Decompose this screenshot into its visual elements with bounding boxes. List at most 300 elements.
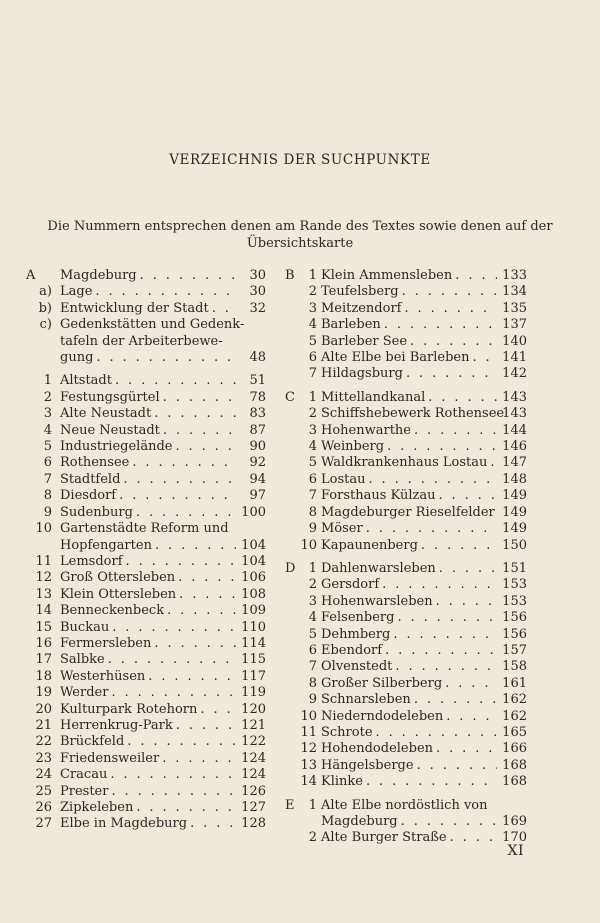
entry-title: Schnarsleben [321,692,411,708]
entry-number: 2 [308,406,317,422]
entry-line [60,317,245,333]
entry-line [321,390,497,406]
dot-leader [390,627,497,643]
entry-line [60,816,236,832]
index-entry [285,709,527,725]
page-reference: 156 [502,626,527,642]
entry-body [285,676,527,692]
dot-leader [109,620,236,636]
entry-body [285,692,527,708]
entry-number: 16 [35,635,52,651]
entry-line [321,643,497,659]
entry-body [285,561,527,577]
entry-number: 24 [35,767,52,783]
entry-line [60,636,236,652]
page-reference: 148 [502,471,527,487]
dot-leader [403,366,497,382]
entry-number: 1 [43,373,52,389]
dot-leader [133,800,236,816]
entry-number: 6 [43,455,52,471]
entry-title: Felsenberg [321,610,395,626]
index-column-left [26,268,266,833]
page-reference: 115 [241,652,266,668]
index-column-right [285,268,527,847]
page-reference: 147 [502,455,527,471]
page-reference: 149 [502,521,527,537]
entry-body [285,488,527,504]
section-letter: B [285,268,295,283]
page-reference: 108 [241,586,266,602]
page-reference: 124 [241,767,266,783]
entry-line [60,538,236,554]
dot-leader [160,390,236,406]
page-reference: 142 [502,366,527,382]
entry-body [26,620,266,636]
entry-body [26,406,266,422]
entry-title: Entwicklung der Stadt [60,300,209,316]
entry-title: Werder [60,685,109,701]
page-reference: 151 [502,560,527,576]
entry-number: 4 [308,439,317,455]
entry-body [285,284,527,300]
entry-line [60,800,236,816]
entry-body [26,439,266,455]
page-reference: 137 [502,317,527,333]
entry-number: 1 [308,389,317,405]
dot-leader [382,643,497,659]
entry-number: 2 [308,830,317,846]
page-reference: 169 [502,814,527,829]
entry-title: Festungsgürtel [60,389,160,405]
entry-number: 5 [43,439,52,455]
dot-leader [399,284,497,300]
entry-title: Klein Ammensleben [321,268,453,283]
dot-leader [176,587,236,603]
page-reference: 146 [502,439,527,455]
page-reference: 100 [241,504,266,520]
entry-title: Hopfengarten [60,537,152,553]
entry-number: 3 [308,300,317,316]
entry-body [26,784,266,800]
page-reference: 30 [249,268,266,283]
entry-title: Klein Ottersleben [60,586,177,602]
entry-line [321,798,497,814]
entry-title: Salbke [60,652,105,668]
entry-line [321,439,497,455]
entry-body [26,317,266,366]
entry-line [321,594,497,610]
entry-title: Kulturpark Rotehorn [60,701,198,717]
entry-body [285,334,527,350]
index-entry [26,455,266,471]
entry-body [285,472,527,488]
index-entry [285,390,527,406]
dot-leader [495,505,498,521]
entry-title: Forsthaus Külzau [321,488,436,504]
dot-leader [137,268,236,284]
entry-title: gung [60,350,94,366]
page-reference: 156 [502,610,527,626]
entry-number: 13 [35,586,52,602]
index-entry [285,317,527,333]
entry-body [285,455,527,471]
index-entry [26,767,266,783]
index-entry [285,659,527,675]
page-reference: 92 [249,455,266,471]
entry-line [321,317,497,333]
entry-body [26,554,266,570]
entry-title: Magdeburg [60,268,137,283]
dot-leader [124,734,236,750]
dot-leader [452,268,497,284]
entry-number: 6 [308,471,317,487]
dot-leader [411,692,497,708]
page-reference: 119 [241,685,266,701]
page-reference: 162 [502,708,527,724]
entry-line [60,570,236,586]
index-entry [26,521,266,554]
index-entry [26,472,266,488]
entry-line [60,439,236,455]
entry-number: 6 [308,350,317,366]
page-reference: 157 [502,642,527,658]
entry-title: Gartenstädte Reform und [60,521,229,537]
entry-line [321,676,497,692]
entry-title: tafeln der Arbeiterbewe- [60,333,223,349]
entry-line [60,718,236,734]
index-entry [26,268,266,284]
index-entry [26,488,266,504]
dot-leader [411,423,497,439]
dot-leader [105,652,236,668]
entry-number: 21 [35,717,52,733]
index-entry [285,366,527,382]
entry-number: 9 [308,692,317,708]
entry-title: Lostau [321,471,366,487]
entry-title: Rothensee [60,455,130,471]
entry-number: 18 [35,668,52,684]
entry-body [26,800,266,816]
entry-title: Hohendodeleben [321,741,434,757]
entry-title: Brückfeld [60,734,125,750]
entry-body [26,669,266,685]
entry-line [60,406,236,422]
dot-leader [384,439,497,455]
index-entry [285,643,527,659]
entry-line [60,373,236,389]
dot-leader [433,741,497,757]
dot-leader [425,390,497,406]
entry-number: 12 [300,741,317,757]
entry-title: Niederndodeleben [321,708,444,724]
entry-line [321,488,497,504]
dot-leader [435,488,497,504]
entry-title: Zipkeleben [60,800,134,815]
page-reference: 143 [502,389,527,405]
entry-line [321,538,497,554]
entry-body [285,301,527,317]
dot-leader [172,439,236,455]
index-entry [26,554,266,570]
entry-body [26,390,266,406]
page-reference: 94 [249,471,266,487]
entry-number: 1 [308,268,317,283]
section-letter: A [26,268,36,283]
page-reference: 168 [502,757,527,773]
index-entry [285,830,527,846]
entry-number: c) [39,317,52,333]
dot-leader [407,334,497,350]
entry-line [321,627,497,643]
entry-number: 2 [308,577,317,593]
entry-title: Großer Silberberg [321,675,443,691]
entry-body [26,816,266,832]
index-entry [26,751,266,767]
index-entry [26,301,266,317]
entry-body [285,505,527,521]
entry-body [285,830,527,846]
dot-leader [107,767,236,783]
index-entry [285,350,527,366]
entry-body [26,636,266,652]
index-entry [285,423,527,439]
index-entry [285,538,527,554]
index-entry [285,268,527,284]
entry-title: Magdeburger Rieselfelder [321,504,495,520]
index-entry [285,455,527,471]
dot-leader [373,725,497,741]
entry-number: 10 [300,537,317,553]
entry-number: 14 [300,774,317,790]
entry-title: Diesdorf [60,488,117,504]
entry-line [321,301,497,317]
dot-leader [418,538,497,554]
entry-title: Hildagsburg [321,366,403,382]
page-reference: 83 [249,406,266,422]
entry-line [60,784,236,800]
index-entry [26,317,266,366]
entry-body [285,350,527,366]
entry-body [26,268,266,284]
page-reference: 122 [241,734,266,750]
dot-leader [436,561,497,577]
index-entry [26,570,266,586]
entry-line [60,521,236,537]
dot-leader [129,455,236,471]
entry-title: Westerhüsen [60,668,146,684]
index-entry [285,798,527,831]
entry-title: Cracau [60,767,108,783]
entry-body [285,659,527,675]
dot-leader [123,554,237,570]
entry-body [285,709,527,725]
entry-line [321,561,497,577]
entry-title: Friedensweiler [60,750,160,766]
entry-line [60,268,236,284]
section-letter: E [285,797,295,813]
index-entry [285,488,527,504]
entry-number: 25 [35,783,52,799]
intro-text: Die Nummern entsprechen denen am Rande des Textes sowie denen auf der Übersichtskarte [47,219,553,251]
entry-title: Mittellandkanal [321,389,426,405]
dot-leader [116,488,236,504]
entry-line [321,423,497,439]
entry-title: Schrote [321,724,373,740]
dot-leader [401,301,497,317]
entry-body [26,751,266,767]
entry-line [321,366,497,382]
entry-body [285,594,527,610]
page-reference: 135 [502,300,527,316]
page-reference: 117 [241,668,266,684]
entry-body [285,521,527,537]
entry-number: 4 [308,610,317,626]
entry-number: 8 [308,504,317,520]
entry-title: Schiffshebewerk Rothensee [321,406,505,422]
entry-line [60,455,236,471]
entry-body [26,685,266,701]
entry-body [285,577,527,593]
index-entry [285,521,527,537]
entry-number: 20 [35,701,52,717]
entry-number: 1 [308,797,317,813]
index-entry [285,561,527,577]
entry-number: 3 [308,593,317,609]
entry-body [26,603,266,619]
page-reference: 162 [502,692,527,708]
index-entry [285,577,527,593]
dot-leader [447,830,497,846]
dot-leader [108,685,236,701]
entry-title: Buckau [60,619,110,635]
index-entry [26,406,266,422]
entry-line [60,350,236,366]
entry-line [321,741,497,757]
page-reference: 149 [502,504,527,520]
entry-line [60,751,236,767]
index-entry [285,284,527,300]
entry-title: Herrenkrug-Park [60,717,173,733]
page-reference: 109 [241,603,266,619]
entry-body [26,423,266,439]
dot-leader [159,751,236,767]
dot-leader [120,472,236,488]
entry-body [285,390,527,406]
entry-body [26,587,266,603]
page-reference: 153 [502,593,527,609]
entry-body [26,521,266,554]
entry-body [26,472,266,488]
entry-number: 19 [35,685,52,701]
entry-line [60,301,236,317]
page-reference: 126 [241,783,266,799]
page-reference: 144 [502,422,527,438]
index-entry [285,594,527,610]
page-reference: 32 [249,300,266,316]
entry-title: Barleber See [321,333,408,349]
entry-line [60,423,236,439]
entry-number: 9 [308,521,317,537]
entry-body [285,366,527,382]
index-entry [285,406,527,422]
entry-title: Dehmberg [321,626,391,642]
page-reference: 30 [249,284,266,300]
entry-line [60,669,236,685]
section-gap [285,791,527,798]
index-entry [26,439,266,455]
page-title: VERZEICHNIS DER SUCHPUNKTE [169,152,431,168]
entry-number: 15 [35,619,52,635]
entry-number: 7 [43,471,52,487]
entry-title: Hängelsberge [321,757,414,773]
entry-title: Hohenwarsleben [321,593,433,609]
index-entry [285,676,527,692]
entry-title: Gersdorf [321,577,380,593]
entry-title: Altstadt [60,373,112,389]
entry-body [285,423,527,439]
entry-body [26,455,266,471]
entry-body [26,718,266,734]
index-entry [26,669,266,685]
entry-line [321,406,505,422]
entry-title: Waldkrankenhaus Lostau [321,455,488,471]
dot-leader [108,784,236,800]
page-reference: 90 [249,439,266,455]
entry-title: Kapaunenberg [321,537,418,553]
dot-leader [469,350,497,366]
entry-number: 5 [308,333,317,349]
page-reference: 149 [502,488,527,504]
index-entry [26,603,266,619]
entry-title: Dahlenwarsleben [321,560,436,576]
entry-line [60,472,236,488]
entry-title: Industriegelände [60,439,173,455]
entry-body [285,798,527,831]
entry-title: Lage [60,284,93,300]
page-reference: 153 [502,577,527,593]
entry-line [321,472,497,488]
entry-title: Alte Elbe bei Barleben [321,350,470,366]
entry-number: 10 [300,708,317,724]
entry-number: 7 [308,659,317,675]
entry-title: Weinberg [321,439,385,455]
entry-number: 3 [43,406,52,422]
entry-body [26,734,266,750]
entry-number: 5 [308,626,317,642]
entry-number: 3 [308,422,317,438]
dot-leader [92,284,236,300]
page-reference: 133 [502,268,527,283]
entry-body [285,774,527,790]
dot-leader [394,610,497,626]
dot-leader [379,577,497,593]
index-entry [26,373,266,389]
entry-number: 7 [308,366,317,382]
entry-body [26,505,266,521]
index-entry [26,734,266,750]
entry-body [26,652,266,668]
entry-body [285,758,527,774]
page-reference: 121 [241,717,266,733]
entry-number: 4 [308,317,317,333]
entry-body [285,610,527,626]
entry-title: Teufelsberg [321,284,399,300]
page-reference: 158 [502,659,527,675]
entry-number: 13 [300,757,317,773]
entry-line [60,603,236,619]
entry-line [321,758,497,774]
entry-line [60,702,236,718]
